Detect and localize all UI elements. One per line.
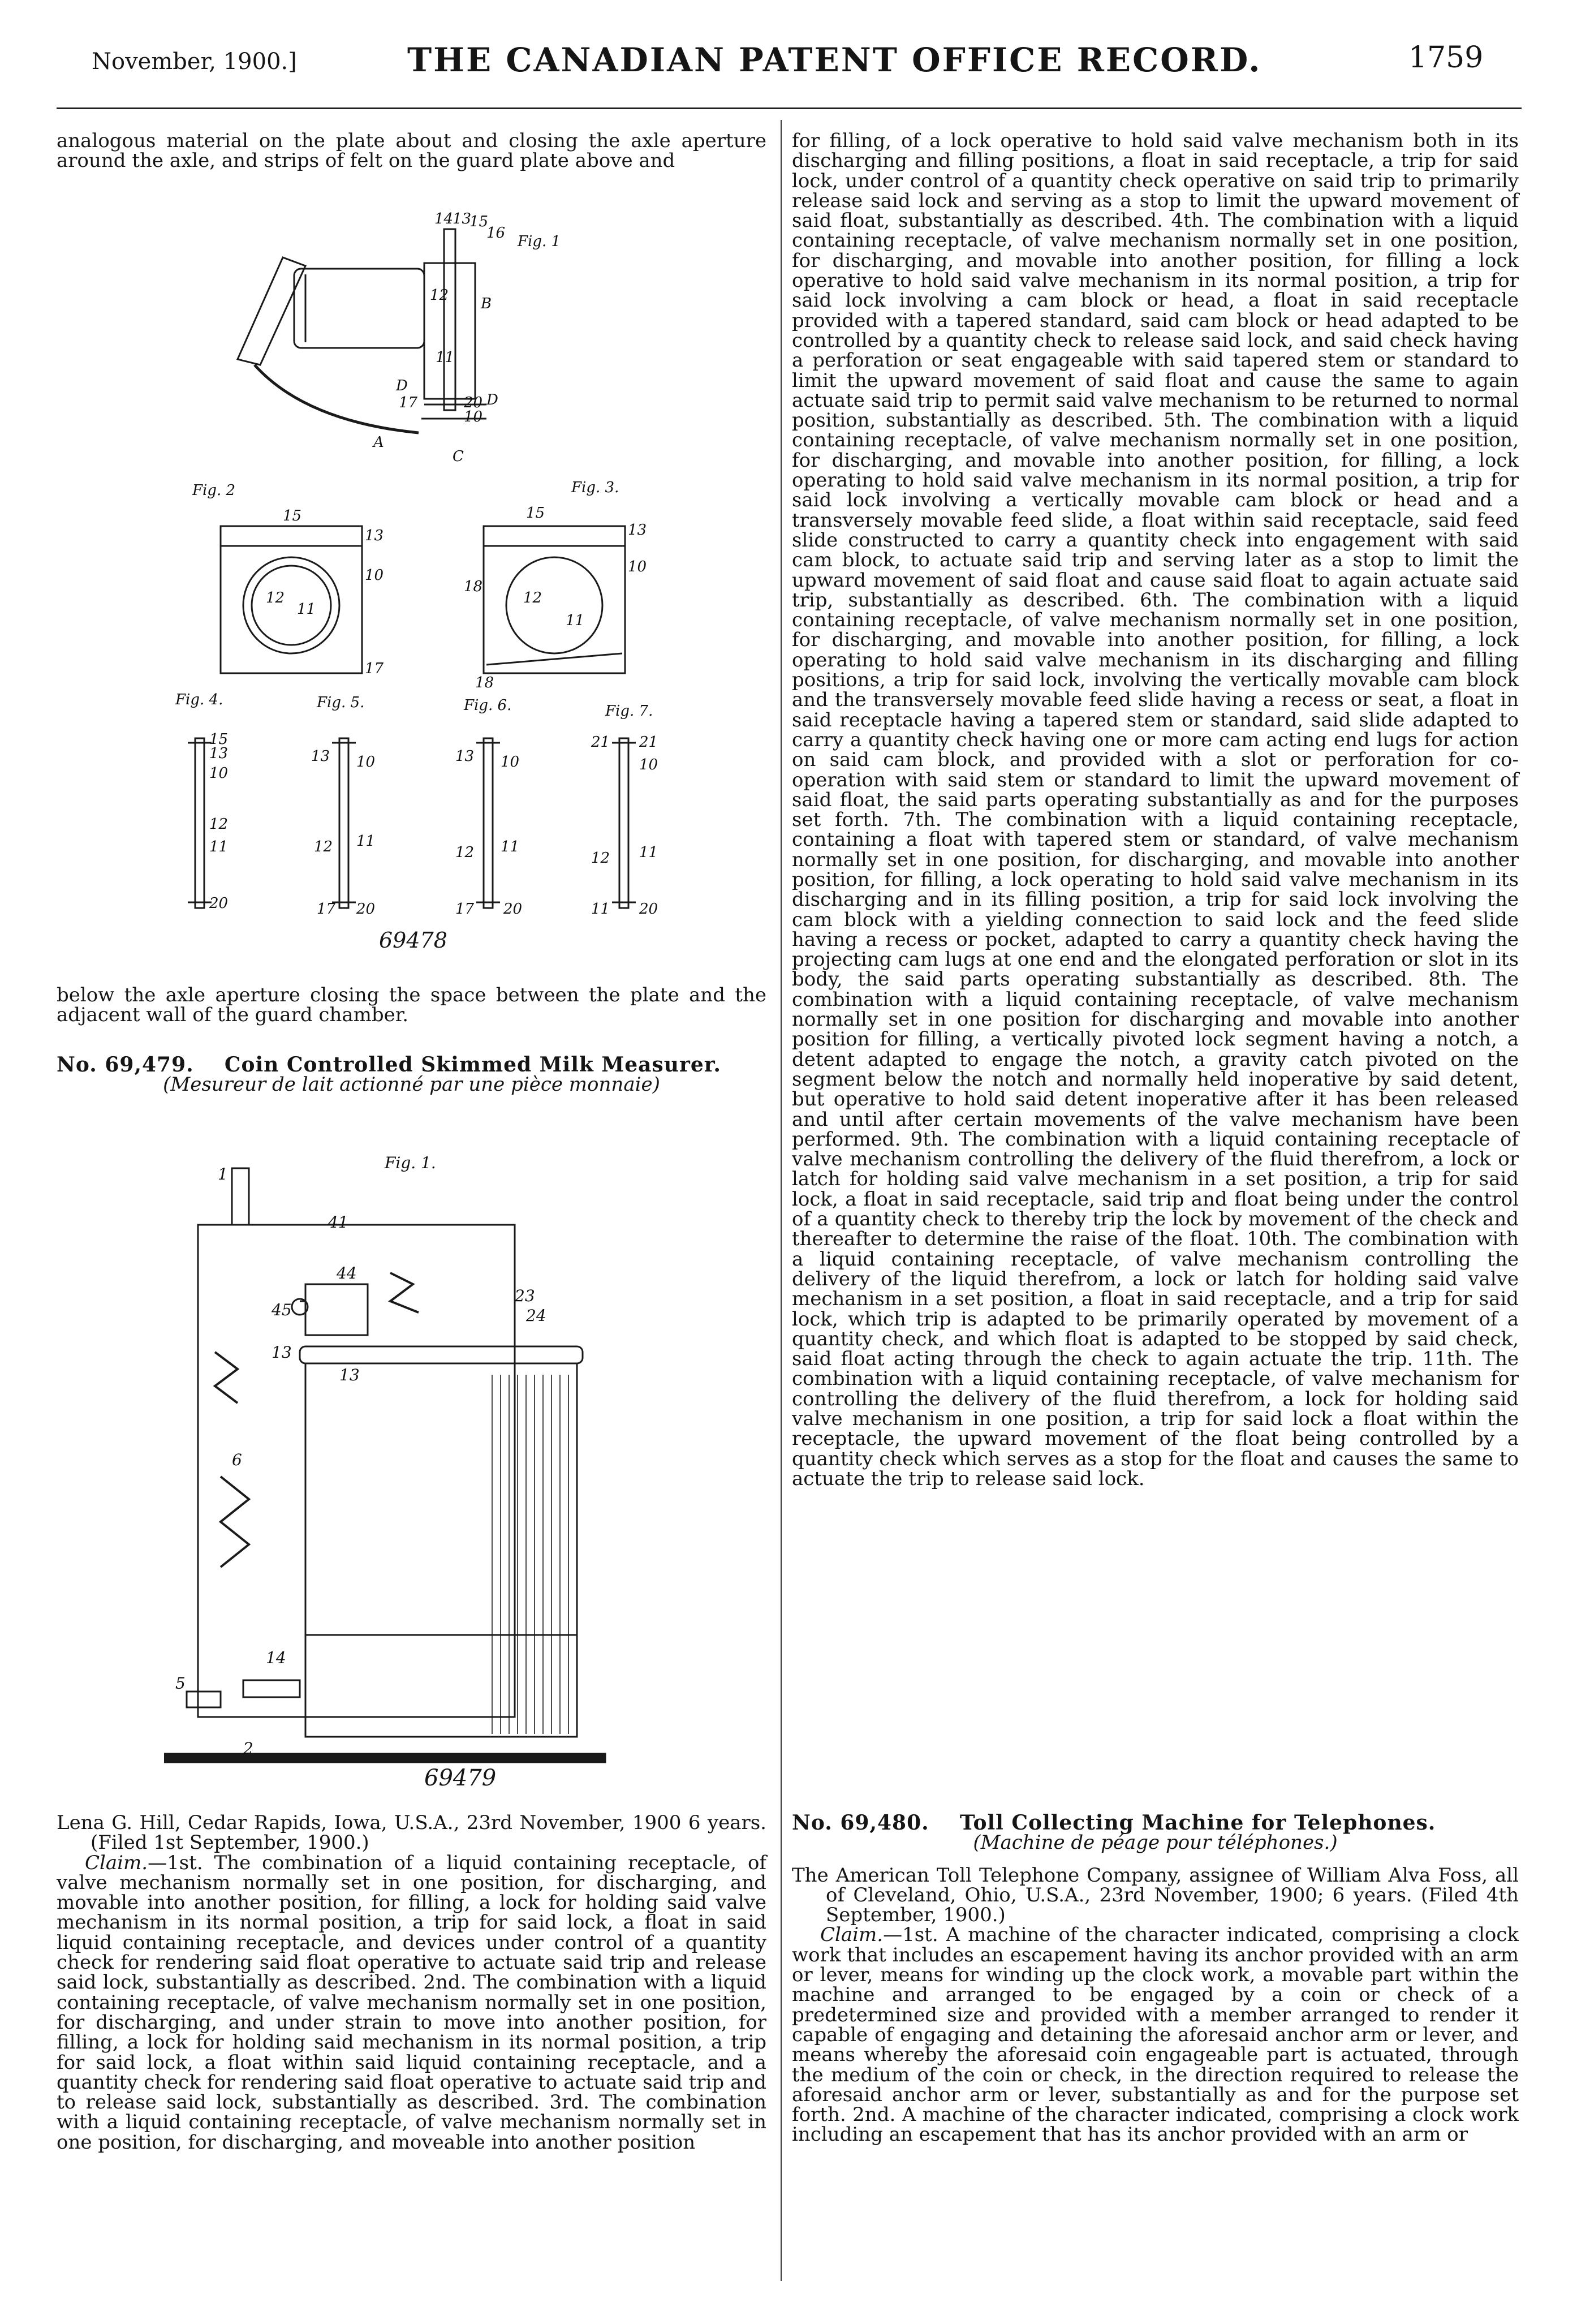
figure-69478-caption: 69478 [379,928,447,953]
fig3-frame [484,526,625,673]
measurer-tank [305,1363,577,1737]
measurer-valve [243,1680,300,1697]
svg-text:20: 20 [356,901,376,918]
svg-text:13: 13 [628,522,647,539]
svg-text:15: 15 [283,507,302,524]
svg-text:10: 10 [501,754,520,771]
svg-text:10: 10 [464,408,483,425]
measurer-base [164,1754,605,1762]
svg-text:17: 17 [455,901,475,918]
svg-text:17: 17 [317,901,336,918]
patent-69480-inventor: The American Toll Telephone Company, assignee of William Alva Foss, all of Cleveland, Ohio, U.S.A., 23rd November, 1900; 6 years. (Filed 4th September, 1900.) [792,1863,1519,1927]
svg-text:11: 11 [436,349,455,366]
svg-text:Fig. 4.: Fig. 4. [175,691,223,708]
svg-text:10: 10 [365,567,384,584]
patent-69480-french-title: (Machine de péage pour téléphones.) [973,1831,1338,1854]
svg-text:18: 18 [475,674,494,691]
svg-text:21: 21 [591,734,610,751]
svg-text:13: 13 [455,748,475,765]
svg-text:12: 12 [209,816,229,833]
patent-69480-number: No. 69,480. [792,1811,929,1835]
svg-text:11: 11 [501,838,520,855]
svg-text:11: 11 [209,838,229,855]
svg-text:1: 1 [218,1165,228,1183]
figure-69479-label: Fig. 1. [385,1154,436,1172]
patent-69479-claim-label: Claim. [85,1851,148,1874]
svg-text:Fig. 1: Fig. 1 [518,233,561,250]
continuation-after-figure: below the axle aperture closing the space between the plate and the adjacent wall of the guard chamber. [57,984,766,1027]
header-title: THE CANADIAN PATENT OFFICE RECORD. [407,41,1262,79]
svg-text:15: 15 [469,213,489,230]
fig1-guard-curve [255,365,419,433]
svg-text:D: D [486,391,498,408]
claims-continued-text: for filling, of a lock operative to hold said valve mechanism both in its discharging and filling positions, a float in said receptacle, a trip for said lock, under control of a quantity check operative on said trip to primarily release said lock and serving as a stop to limit the upward movement of said float, substantially as described. 4th. The combination with a liquid containing receptacle, of valve mechanism normally set in one position, for discharging, and movable into another position, for filling a lock operative to hold said valve mechanism in its normal position, a trip for said lock involving a cam block or head, a float in said receptacle provided with a tapered standard, said cam block or head adapted to be controlled by a quantity check to release said lock, and said check having a perforation or seat engageable with said tapered stem or standard to limit the upward movement of said float and cause the same to again actuate said trip to permit said valve mechanism to be returned to normal position, substantially as described. 5th. The combination with a liquid containing receptacle, of valve mechanism normally set in one position, for discharging, and movable into another position, for filling, a lock operating to hold said valve mechanism in its normal position, a trip for said lock involving a vertically movable cam block or head and a transversely movable feed slide, a float within said receptacle, said feed slide constructed to carry a quantity check into engagement with said cam block, to actuate said trip and serving later as a stop to limit the upward movement of said float and cause said float to again actuate said trip, substantially as described. 6th. The combination with a liquid containing receptacle, of valve mechanism normally set in one position, for discharging, and movable into another position, for filling, a lock operating to hold said valve mechanism in its discharging and filling positions, a trip for said lock, involving the vertically movable cam block and the transversely movable feed slide having a recess or seat, a float in said receptacle having a tapered stem or standard, said slide adapted to carry a quantity check having one or more cam acting end lugs for action on said cam block, and provided with a slot or perforation for co-operation with said stem or standard to limit the upward movement of said float, the said parts operating substantially as and for the purposes set forth. 7th. The combination with a liquid containing receptacle, containing a float with tapered stem or standard, of valve mechanism normally set in one position, for discharging, and movable into another position, for filling, a lock operating to hold said valve mechanism in its discharging and in its filling position, a trip for said lock involving the cam block with a yielding connection to said lock and the feed slide having a recess or pocket, adapted to carry a quantity check having the projecting cam lugs at one end and the elongated perforation or slot in its body, the said parts operating substantially as described. 8th. The combination with a liquid containing receptacle, of valve mechanism normally set in one position for discharging and movable into another position for filling, a vertically pivoted lock segment having a notch, a detent adapted to engage the notch, a gravity catch pivoted on the segment below the notch and normally held inoperative by said detent, but operative to hold said detent inoperative after it has been released and until after certain movements of the valve mechanism have been performed. 9th. The combination with a liquid containing receptacle of valve mechanism controlling the delivery of the fluid therefrom, a lock or latch for holding said valve mechanism in a set position, a trip for said lock, a float in said receptacle, said trip and float being under the control of a quantity check to thereby trip the lock by movement of the check and thereafter to determine the raise of the float. 10th. The combination with a liquid containing receptacle, of valve mechanism controlling the delivery of the liquid therefrom, a lock or latch for holding said valve mechanism in a set position, a float in said receptacle, and a trip for said lock, which trip is adapted to be primarily operated by movement of a quantity check, and which float is adapted to be stopped by said check, said float acting through the check to again actuate the trip. 11th. The combination with a liquid containing receptacle, of valve mechanism for controlling the delivery of the fluid therefrom, a lock for holding said valve mechanism in one position, a trip for said lock a float within the receptacle, the upward movement of the float being controlled by a quantity check which serves as a stop for the float and causes the same to actuate the trip to release said lock. [792,130,1519,1490]
svg-text:Fig. 3.: Fig. 3. [571,479,619,496]
svg-text:B: B [481,295,492,312]
svg-text:21: 21 [639,734,658,751]
svg-text:17: 17 [365,660,384,677]
svg-text:C: C [453,448,464,465]
svg-text:12: 12 [266,589,285,606]
left-continuation-text [57,985,766,1026]
svg-text:18: 18 [464,578,483,595]
svg-text:20: 20 [639,901,658,918]
figure-69479-caption: 69479 [424,1765,497,1791]
svg-text:11: 11 [639,844,658,861]
svg-text:13: 13 [272,1343,292,1362]
patent-69480-title: Toll Collecting Machine for Telephones. [959,1811,1436,1835]
svg-text:12: 12 [591,850,610,867]
measurer-spout [187,1692,221,1707]
header-page-number: 1759 [1408,41,1484,75]
fig7-rod [619,738,628,908]
figure-69478 [170,195,679,965]
svg-text:41: 41 [328,1213,348,1232]
svg-text:12: 12 [430,287,449,304]
figure-69479-drawing [164,1114,696,1816]
patent-69479-claim-text: —1st. The combination of a liquid containing receptacle, of valve mechanism normally set in one position, for discharging, and movable into another position, for filling, a lock for holding said valve mechanism in its normal position, a trip for said lock, a float in said liquid containing receptacle, and devices under control of a quantity check for rendering said float operative to actuate said trip and release said lock, substantially as described. 2nd. The combination with a liquid containing receptacle, of valve mechanism normally set in one position, for discharging, and under strain to move into another position, for filling, a lock for holding said mechanism in its normal position, a trip for said lock, a float within said liquid containing receptacle, and a quantity check for rendering said float operative to actuate said trip and to release said lock, substantially as described. 3rd. The combination with a liquid containing receptacle, of valve mechanism normally set in one position, for discharging, and moveable into another position [57,1851,766,2154]
fig2-frame [221,526,362,673]
svg-text:14: 14 [434,210,454,227]
fig4-rod [195,738,204,908]
intro-continuation: analogous material on the plate about and closing the axle aperture around the axle, and strips of felt on the guard plate above and [57,130,766,173]
svg-text:Fig. 5.: Fig. 5. [317,694,365,711]
svg-text:12: 12 [455,844,475,861]
figure-69479 [164,1114,696,1816]
fig5-rod [339,738,348,908]
svg-text:15: 15 [526,505,545,522]
figure-69478-drawing [170,195,679,965]
svg-text:45: 45 [272,1301,292,1319]
svg-text:5: 5 [175,1674,186,1693]
header-rule [57,107,1522,109]
measurer-cabinet [198,1225,515,1717]
fig1-drum [294,269,424,348]
measurer-coin-box [305,1284,368,1335]
left-intro-text [57,131,766,171]
svg-text:10: 10 [356,754,376,771]
svg-text:Fig. 2: Fig. 2 [192,482,236,499]
svg-text:10: 10 [639,756,658,773]
patent-69479-inventor: Lena G. Hill, Cedar Rapids, Iowa, U.S.A., 23rd November, 1900 6 years. (Filed 1st September, 1900.) [57,1811,766,1854]
svg-text:13: 13 [365,527,384,544]
svg-text:D: D [396,377,408,394]
svg-text:11: 11 [591,901,610,918]
right-claims-continued [792,131,1519,1489]
column-divider [781,120,782,2281]
svg-text:10: 10 [628,558,647,575]
svg-text:20: 20 [503,901,523,918]
patent-69479-claims [57,1853,766,2153]
patent-69480-claim-text: —1st. A machine of the character indicated, comprising a clock work that includes an escapement having its anchor provided with an arm or lever, means for winding up the clock work, a movable part within the machine and arranged to be engaged by a coin or check of a predetermined size and provided with a member arranged to render it capable of engaging and detaining the aforesaid anchor arm or lever, and means whereby the aforesaid coin engageable part is actuated, through the medium of the coin or check, in the direction required to release the aforesaid anchor arm or lever, substantially as and for the purpose set forth. 2nd. A machine of the character indicated, comprising a clock work including an escapement that has its anchor provided with an arm or [792,1923,1519,2146]
patent-69479-body [57,1813,766,2153]
header-date: November, 1900.] [92,49,297,75]
svg-text:23: 23 [515,1286,535,1305]
fig6-rod [484,738,493,908]
fig2-circle [243,557,339,653]
svg-text:13: 13 [339,1366,360,1384]
patent-69480-claim-label: Claim. [820,1923,884,1947]
svg-text:13: 13 [453,210,472,227]
svg-text:Fig. 6.: Fig. 6. [464,697,512,714]
svg-text:A: A [373,434,384,451]
svg-text:12: 12 [314,838,333,855]
fig1-guard-plate [424,263,475,399]
svg-text:20: 20 [464,394,483,411]
patent-69479-number: No. 69,479. [57,1053,194,1077]
svg-text:11: 11 [297,601,316,618]
svg-text:13: 13 [209,745,229,762]
measurer-tank-lid [300,1346,583,1363]
fig1-axle-plate [444,229,455,410]
svg-text:10: 10 [209,765,229,782]
svg-text:14: 14 [266,1649,286,1667]
svg-text:6: 6 [232,1451,242,1469]
svg-text:17: 17 [399,394,418,411]
fig3-circle [506,557,602,653]
svg-text:15: 15 [209,731,229,748]
svg-text:11: 11 [356,833,376,850]
svg-text:24: 24 [526,1306,546,1325]
svg-text:12: 12 [523,589,542,606]
patent-69480-claims [792,1925,1519,2145]
patent-69479-heading [57,1055,766,1095]
measurer-pipe [232,1168,249,1225]
patent-69479-title: Coin Controlled Skimmed Milk Measurer. [224,1053,721,1077]
svg-text:20: 20 [209,895,229,912]
patent-69479-french-title: (Mesureur de lait actionné par une pièce monnaie) [163,1073,660,1096]
svg-text:13: 13 [311,748,330,765]
svg-text:44: 44 [337,1264,357,1282]
patent-69480-section [792,1813,1519,2145]
svg-text:11: 11 [566,612,585,629]
svg-text:16: 16 [486,225,506,242]
svg-text:2: 2 [243,1739,253,1758]
svg-text:Fig. 7.: Fig. 7. [605,703,653,720]
